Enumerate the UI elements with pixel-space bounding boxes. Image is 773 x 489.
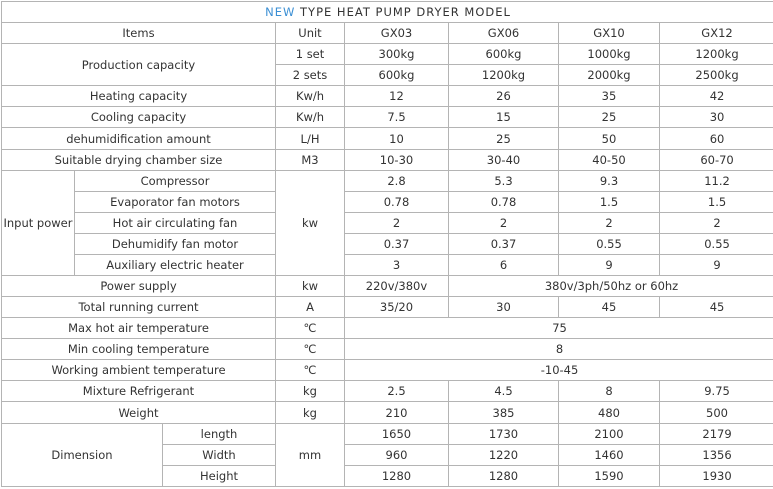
table-row <box>2 107 773 128</box>
value-cell: 60-70 <box>660 149 773 170</box>
sub-label: length <box>163 423 276 444</box>
unit-cell: kg <box>276 381 345 402</box>
table-row <box>2 170 773 191</box>
header-model: GX12 <box>660 23 773 44</box>
value-cell: 1200kg <box>449 65 559 86</box>
header-unit: Unit <box>276 23 345 44</box>
value-cell: 0.55 <box>559 233 660 254</box>
value-cell: 30-40 <box>449 149 559 170</box>
value-cell: 2500kg <box>660 65 773 86</box>
value-cell: 9 <box>660 254 773 275</box>
unit-cell: kg <box>276 402 345 423</box>
spec-table <box>1 1 773 487</box>
value-cell: 1000kg <box>559 44 660 65</box>
value-cell: 1590 <box>559 465 660 486</box>
value-cell: 500 <box>660 402 773 423</box>
row-label: Cooling capacity <box>2 107 276 128</box>
value-cell: 2000kg <box>559 65 660 86</box>
unit-cell: ℃ <box>276 339 345 360</box>
value-cell: 1.5 <box>660 191 773 212</box>
table-row <box>2 276 773 297</box>
value-cell: 12 <box>345 86 449 107</box>
table-row <box>2 86 773 107</box>
value-cell: 60 <box>660 128 773 149</box>
value-cell: 2 <box>559 212 660 233</box>
header-row <box>2 23 773 44</box>
merged-value-cell: 380v/3ph/50hz or 60hz <box>449 276 773 297</box>
unit-cell: 2 sets <box>276 65 345 86</box>
table-row <box>2 149 773 170</box>
row-label: Mixture Refrigerant <box>2 381 276 402</box>
table-row <box>2 297 773 318</box>
unit-cell: Kw/h <box>276 86 345 107</box>
header-model: GX06 <box>449 23 559 44</box>
value-cell: 42 <box>660 86 773 107</box>
value-cell: 25 <box>559 107 660 128</box>
table-row <box>2 212 773 233</box>
header-model: GX03 <box>345 23 449 44</box>
header-items: Items <box>2 23 276 44</box>
value-cell: 1730 <box>449 423 559 444</box>
group-label: Input power <box>2 170 75 275</box>
row-label: Min cooling temperature <box>2 339 276 360</box>
row-label: Power supply <box>2 276 276 297</box>
unit-cell: 1 set <box>276 44 345 65</box>
value-cell: 2 <box>345 212 449 233</box>
table-row <box>2 191 773 212</box>
value-cell: 385 <box>449 402 559 423</box>
sub-label: Width <box>163 444 276 465</box>
value-cell: 600kg <box>345 65 449 86</box>
value-cell: 600kg <box>449 44 559 65</box>
row-label: Suitable drying chamber size <box>2 149 276 170</box>
value-cell: 9.75 <box>660 381 773 402</box>
table-row <box>2 233 773 254</box>
table-row <box>2 339 773 360</box>
value-cell: 2100 <box>559 423 660 444</box>
value-cell: 1280 <box>345 465 449 486</box>
row-label: Max hot air temperature <box>2 318 276 339</box>
row-label: Total running current <box>2 297 276 318</box>
value-cell: 1356 <box>660 444 773 465</box>
table-row <box>2 423 773 444</box>
value-cell: 220v/380v <box>345 276 449 297</box>
unit-cell: M3 <box>276 149 345 170</box>
value-cell: 40-50 <box>559 149 660 170</box>
sub-label: Auxiliary electric heater <box>75 254 276 275</box>
value-cell: 3 <box>345 254 449 275</box>
value-cell: 300kg <box>345 44 449 65</box>
unit-cell: L/H <box>276 128 345 149</box>
value-cell: 45 <box>559 297 660 318</box>
row-label: Heating capacity <box>2 86 276 107</box>
value-cell: 2 <box>449 212 559 233</box>
value-cell: 960 <box>345 444 449 465</box>
value-cell: 15 <box>449 107 559 128</box>
table-row <box>2 254 773 275</box>
value-cell: 7.5 <box>345 107 449 128</box>
value-cell: 10 <box>345 128 449 149</box>
value-cell: 0.37 <box>449 233 559 254</box>
value-cell: 25 <box>449 128 559 149</box>
value-cell: 2179 <box>660 423 773 444</box>
value-cell: 5.3 <box>449 170 559 191</box>
title-highlight: NEW <box>265 5 296 20</box>
value-cell: 1930 <box>660 465 773 486</box>
unit-cell: Kw/h <box>276 107 345 128</box>
value-cell: 2.5 <box>345 381 449 402</box>
value-cell: 0.78 <box>345 191 449 212</box>
row-label: Working ambient temperature <box>2 360 276 381</box>
title-row <box>2 2 773 23</box>
table-row <box>2 128 773 149</box>
value-cell: 4.5 <box>449 381 559 402</box>
value-cell: 2 <box>660 212 773 233</box>
table-row <box>2 318 773 339</box>
sub-label: Compressor <box>75 170 276 191</box>
unit-cell: mm <box>276 423 345 486</box>
value-cell: 2.8 <box>345 170 449 191</box>
value-cell: 35 <box>559 86 660 107</box>
table-row <box>2 44 773 65</box>
merged-value-cell: 75 <box>345 318 773 339</box>
value-cell: 1200kg <box>660 44 773 65</box>
value-cell: 30 <box>660 107 773 128</box>
sub-label: Evaporator fan motors <box>75 191 276 212</box>
value-cell: 6 <box>449 254 559 275</box>
sub-label: Dehumidify fan motor <box>75 233 276 254</box>
value-cell: 35/20 <box>345 297 449 318</box>
value-cell: 26 <box>449 86 559 107</box>
value-cell: 0.37 <box>345 233 449 254</box>
value-cell: 1220 <box>449 444 559 465</box>
table-row <box>2 360 773 381</box>
value-cell: 210 <box>345 402 449 423</box>
value-cell: 480 <box>559 402 660 423</box>
unit-cell: ℃ <box>276 318 345 339</box>
value-cell: 8 <box>559 381 660 402</box>
merged-value-cell: -10-45 <box>345 360 773 381</box>
value-cell: 30 <box>449 297 559 318</box>
table-title <box>2 2 773 23</box>
sub-label: Hot air circulating fan <box>75 212 276 233</box>
merged-value-cell: 8 <box>345 339 773 360</box>
sub-label: Height <box>163 465 276 486</box>
header-model: GX10 <box>559 23 660 44</box>
row-label: Weight <box>2 402 276 423</box>
row-label: Production capacity <box>2 44 276 86</box>
unit-cell: ℃ <box>276 360 345 381</box>
value-cell: 1460 <box>559 444 660 465</box>
value-cell: 1280 <box>449 465 559 486</box>
value-cell: 0.55 <box>660 233 773 254</box>
value-cell: 11.2 <box>660 170 773 191</box>
unit-cell: kw <box>276 276 345 297</box>
value-cell: 1.5 <box>559 191 660 212</box>
value-cell: 50 <box>559 128 660 149</box>
group-label: Dimension <box>2 423 163 486</box>
value-cell: 9 <box>559 254 660 275</box>
value-cell: 9.3 <box>559 170 660 191</box>
table-row <box>2 381 773 402</box>
unit-cell: kw <box>276 170 345 275</box>
table-row <box>2 402 773 423</box>
value-cell: 10-30 <box>345 149 449 170</box>
title-rest: TYPE HEAT PUMP DRYER MODEL <box>295 5 511 20</box>
value-cell: 1650 <box>345 423 449 444</box>
row-label: dehumidification amount <box>2 128 276 149</box>
unit-cell: A <box>276 297 345 318</box>
value-cell: 45 <box>660 297 773 318</box>
value-cell: 0.78 <box>449 191 559 212</box>
